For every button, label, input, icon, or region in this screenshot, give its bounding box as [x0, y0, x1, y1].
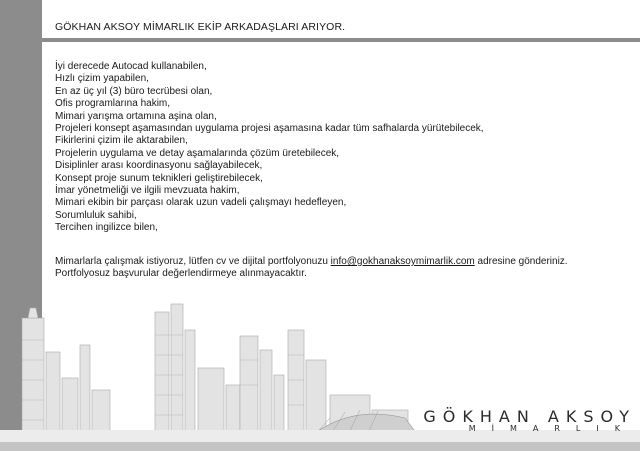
contact-text-end: adresine gönderiniz. — [474, 256, 568, 267]
page-title: GÖKHAN AKSOY MİMARLIK EKİP ARKADAŞLARI ARIYOR. — [55, 21, 346, 33]
list-item: Fikirlerini çizim ile aktarabilen, — [55, 135, 188, 147]
list-item: Mimari ekibin bir parçası olarak uzun vadeli çalışmayı hedefleyen, — [55, 197, 347, 209]
list-item: Mimari yarışma ortamına aşina olan, — [55, 110, 217, 122]
contact-line — [55, 256, 568, 268]
list-item: Disiplinler arası koordinasyonu sağlayabilecek, — [55, 160, 263, 172]
brand-name: GÖKHAN AKSOY — [423, 407, 636, 426]
list-item: Sorumluluk sahibi, — [55, 209, 137, 221]
portfolio-note: Portfolyosuz başvurular değerlendirmeye alınmayacaktır. — [55, 268, 307, 280]
list-item: Projelerin uygulama ve detay aşamalarında çözüm üretebilecek, — [55, 147, 340, 159]
brand-logo — [423, 407, 636, 433]
list-item: İmar yönetmeliği ve ilgili mevzuata hakim, — [55, 185, 240, 197]
list-item: Projeleri konsept aşamasından uygulama projesi aşamasına kadar tüm safhalarda yürütebilecek, — [55, 123, 484, 135]
list-item: Konsept proje sunum teknikleri geliştirebilecek, — [55, 172, 263, 184]
brand-subtitle: MİMARLIK — [468, 424, 636, 433]
email-link[interactable]: info@gokhanaksoymimarlik.com — [330, 256, 475, 267]
contact-text: Mimarlarla çalışmak istiyoruz, lütfen cv ve dijital portfolyonuzu — [55, 256, 331, 267]
requirements-list — [55, 61, 484, 235]
contact-paragraph — [55, 256, 568, 281]
list-item: İyi derecede Autocad kullanabilen, — [55, 61, 207, 72]
list-item: Ofis programlarına hakim, — [55, 98, 171, 110]
list-item: En az üç yıl (3) büro tecrübesi olan, — [55, 85, 213, 97]
list-item: Tercihen ingilizce bilen, — [55, 222, 158, 234]
header-divider — [42, 38, 640, 42]
list-item: Hızlı çizim yapabilen, — [55, 73, 149, 85]
